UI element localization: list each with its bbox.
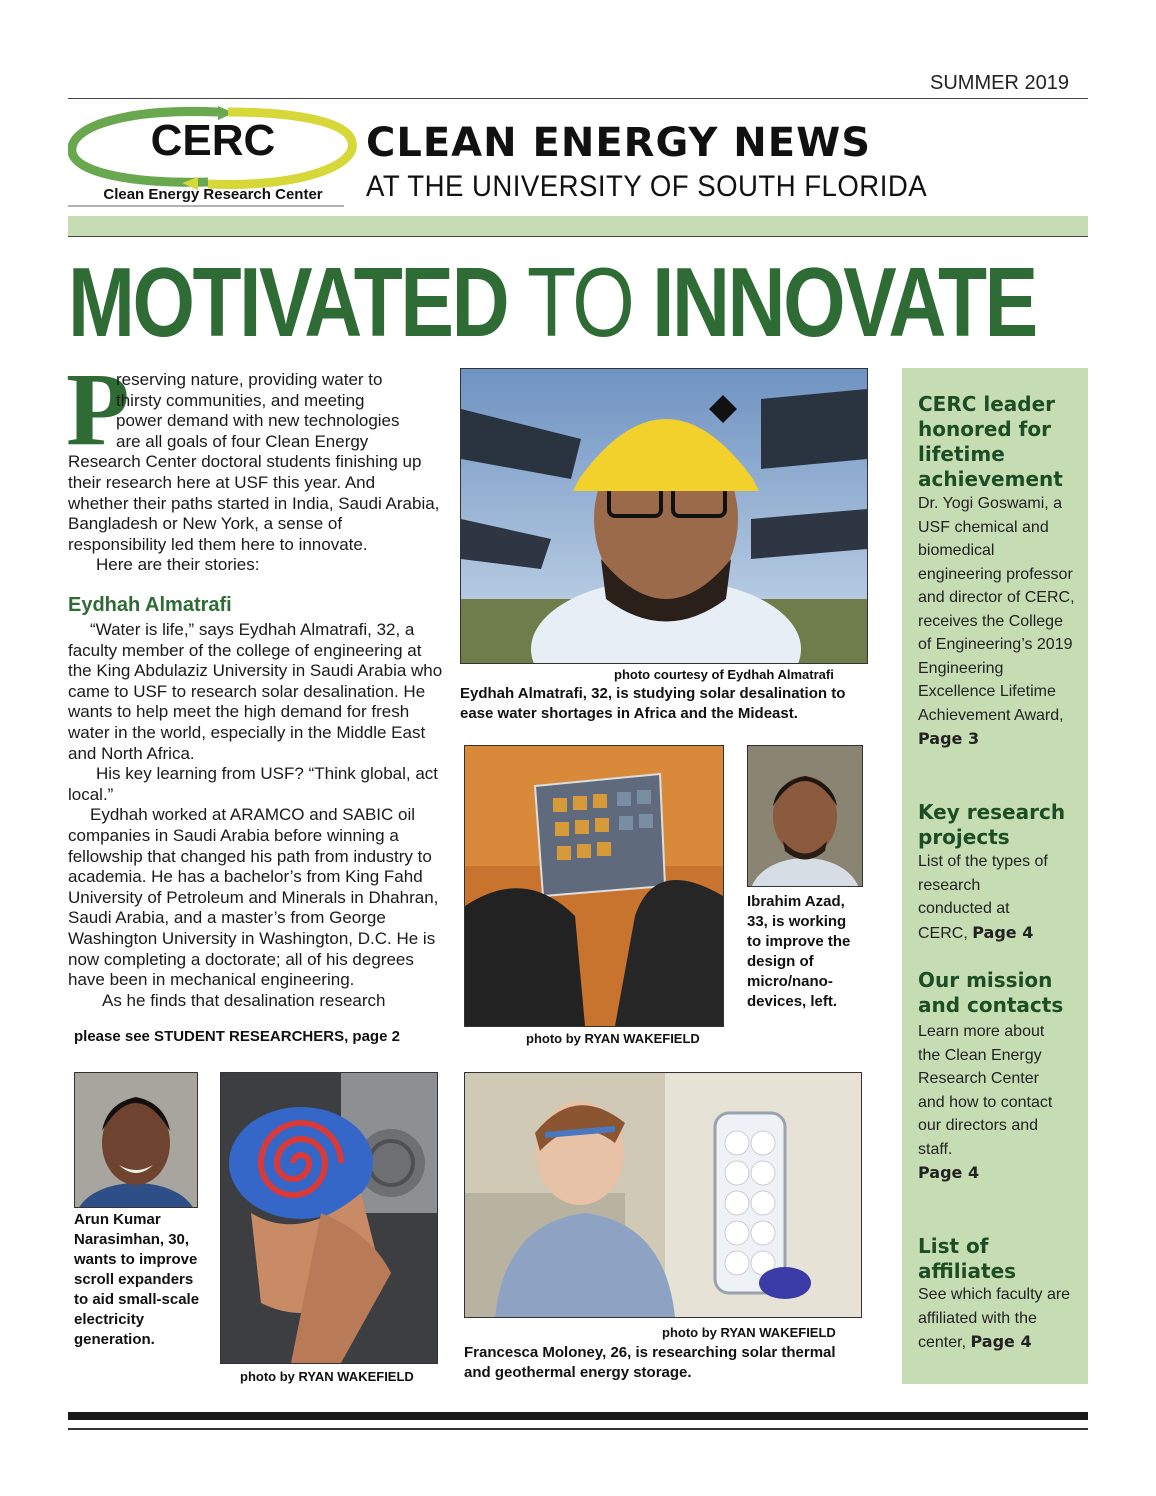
intro-rest: Research Center doctoral students finishing up their research here at USF this year. And whether their paths started in India, Saudi Arabia, Bangladesh or New York, a sense of responsibility led them here to innovate. (68, 452, 440, 554)
headline-word-2: TO (527, 247, 633, 357)
continued-jump-line: please see STUDENT RESEARCHERS, page 2 (74, 1028, 400, 1045)
sidebar-heading: Key research projects (918, 800, 1066, 849)
footer-thick-rule (68, 1412, 1088, 1420)
article-paragraph: “Water is life,” says Eydhah Almatrafi, 32, a faculty member of the college of engineering at the King Abdulaziz University in Saudi Arabia who came to USF to research solar desalination. He wants to help meet the high demand for fresh water in the world, especially in the Middle East and North Africa. (68, 620, 443, 763)
header-rule (68, 98, 1088, 99)
ibrahim-photo-image (748, 746, 862, 886)
main-headline (68, 246, 1036, 359)
article-heading: Eydhah Almatrafi (68, 594, 232, 616)
cerc-logo (68, 104, 358, 208)
header-green-band (68, 216, 1088, 236)
arun-photo (74, 1072, 198, 1208)
sidebar-heading: Our mission and contacts (918, 968, 1064, 1017)
sidebar-text-body: List of the types of research conducted at CERC, (918, 853, 1048, 942)
logo-acronym: CERC (150, 116, 276, 165)
issue-date: SUMMER 2019 (930, 72, 1069, 94)
headline-word-1: MOTIVATED (68, 247, 508, 357)
chip-photo (464, 745, 724, 1027)
eydhah-photo (460, 368, 868, 664)
intro-line: thirsty communities, and meeting (116, 390, 365, 410)
ibrahim-photo (747, 745, 863, 887)
drop-cap: P (66, 352, 130, 467)
sidebar-text (918, 1283, 1078, 1355)
article-paragraph: Eydhah worked at ARAMCO and SABIC oil companies in Saudi Arabia before winning a fellowship that changed his path from industry to academia. He has a bachelor’s from King Fahd University of Petroleum and Minerals in Dhahran, Saudi Arabia, and a master’s from George Washington University in Washington, D.C. He is now completing a doctorate; all of his degrees have been in mechanical engineering. (68, 805, 439, 990)
arun-photo-image (75, 1073, 197, 1207)
sidebar-text-body: See which faculty are affiliated with the center, (918, 1286, 1071, 1351)
sidebar-page-ref[interactable]: Page 4 (972, 922, 1034, 942)
scroll-expander-photo (220, 1072, 438, 1364)
francesca-photo-caption: Francesca Moloney, 26, is researching solar thermal and geothermal energy storage. (464, 1344, 836, 1381)
sidebar-text (918, 492, 1078, 752)
sidebar-page-ref[interactable]: Page 3 (918, 729, 980, 748)
francesca-photo-image (465, 1073, 861, 1317)
footer-thin-rule (68, 1428, 1088, 1430)
francesca-photo-credit: photo by RYAN WAKEFIELD (662, 1325, 836, 1340)
scroll-expander-photo-image (221, 1073, 437, 1363)
intro-line: power demand with new technologies (116, 411, 400, 431)
sidebar-heading: List of affiliates (918, 1234, 1017, 1283)
intro-line: are all goals of four Clean Energy (116, 431, 369, 451)
sidebar-page-ref[interactable]: Page 4 (970, 1332, 1032, 1351)
chip-photo-credit: photo by RYAN WAKEFIELD (526, 1031, 700, 1046)
eydhah-photo-image (461, 369, 867, 663)
intro-line: reserving nature, providing water to (116, 370, 383, 389)
sidebar-text (918, 1020, 1064, 1185)
francesca-photo (464, 1072, 862, 1318)
masthead-title: CLEAN ENERGY NEWS (366, 120, 872, 166)
ibrahim-photo-caption: Ibrahim Azad, 33, is working to improve the design of micro/nano-devices, left. (747, 893, 851, 1010)
masthead-subtitle: AT THE UNIVERSITY OF SOUTH FLORIDA (366, 170, 928, 203)
sidebar-heading: CERC leader honored for lifetime achievement (918, 392, 1063, 491)
scroll-photo-credit: photo by RYAN WAKEFIELD (240, 1369, 414, 1384)
logo-full-name: Clean Energy Research Center (103, 186, 323, 203)
headline-word-3: INNOVATE (652, 247, 1036, 357)
article-paragraph: As he finds that desalination research (102, 990, 386, 1010)
arun-photo-caption: Arun Kumar Narasimhan, 30, wants to improve scroll expanders to aid small-scale electricity generation. (74, 1211, 200, 1348)
article-paragraph: His key learning from USF? “Think global, act local.” (68, 764, 439, 804)
intro-paragraph (66, 352, 440, 576)
article-body (68, 620, 444, 1011)
sidebar-page-ref[interactable]: Page 4 (918, 1163, 980, 1182)
sidebar-in-this-issue (902, 368, 1088, 1384)
intro-closing: Here are their stories: (96, 555, 260, 575)
eydhah-photo-credit: photo courtesy of Eydhah Almatrafi (614, 667, 834, 682)
eydhah-photo-caption: Eydhah Almatrafi, 32, is studying solar desalination to ease water shortages in Africa and the Mideast. (460, 685, 846, 722)
sidebar-text-body: Learn more about the Clean Energy Research Center and how to contact our directors and staff. (918, 1023, 1053, 1158)
band-rule (68, 236, 1088, 237)
chip-photo-image (465, 746, 723, 1026)
sidebar-text-body: Dr. Yogi Goswami, a USF chemical and biomedical engineering professor and director of CERC, receives the College of Engineering’s 2019 Engineering Excellence Lifetime Achievement Award, (918, 495, 1075, 724)
sidebar-text (918, 850, 1058, 945)
